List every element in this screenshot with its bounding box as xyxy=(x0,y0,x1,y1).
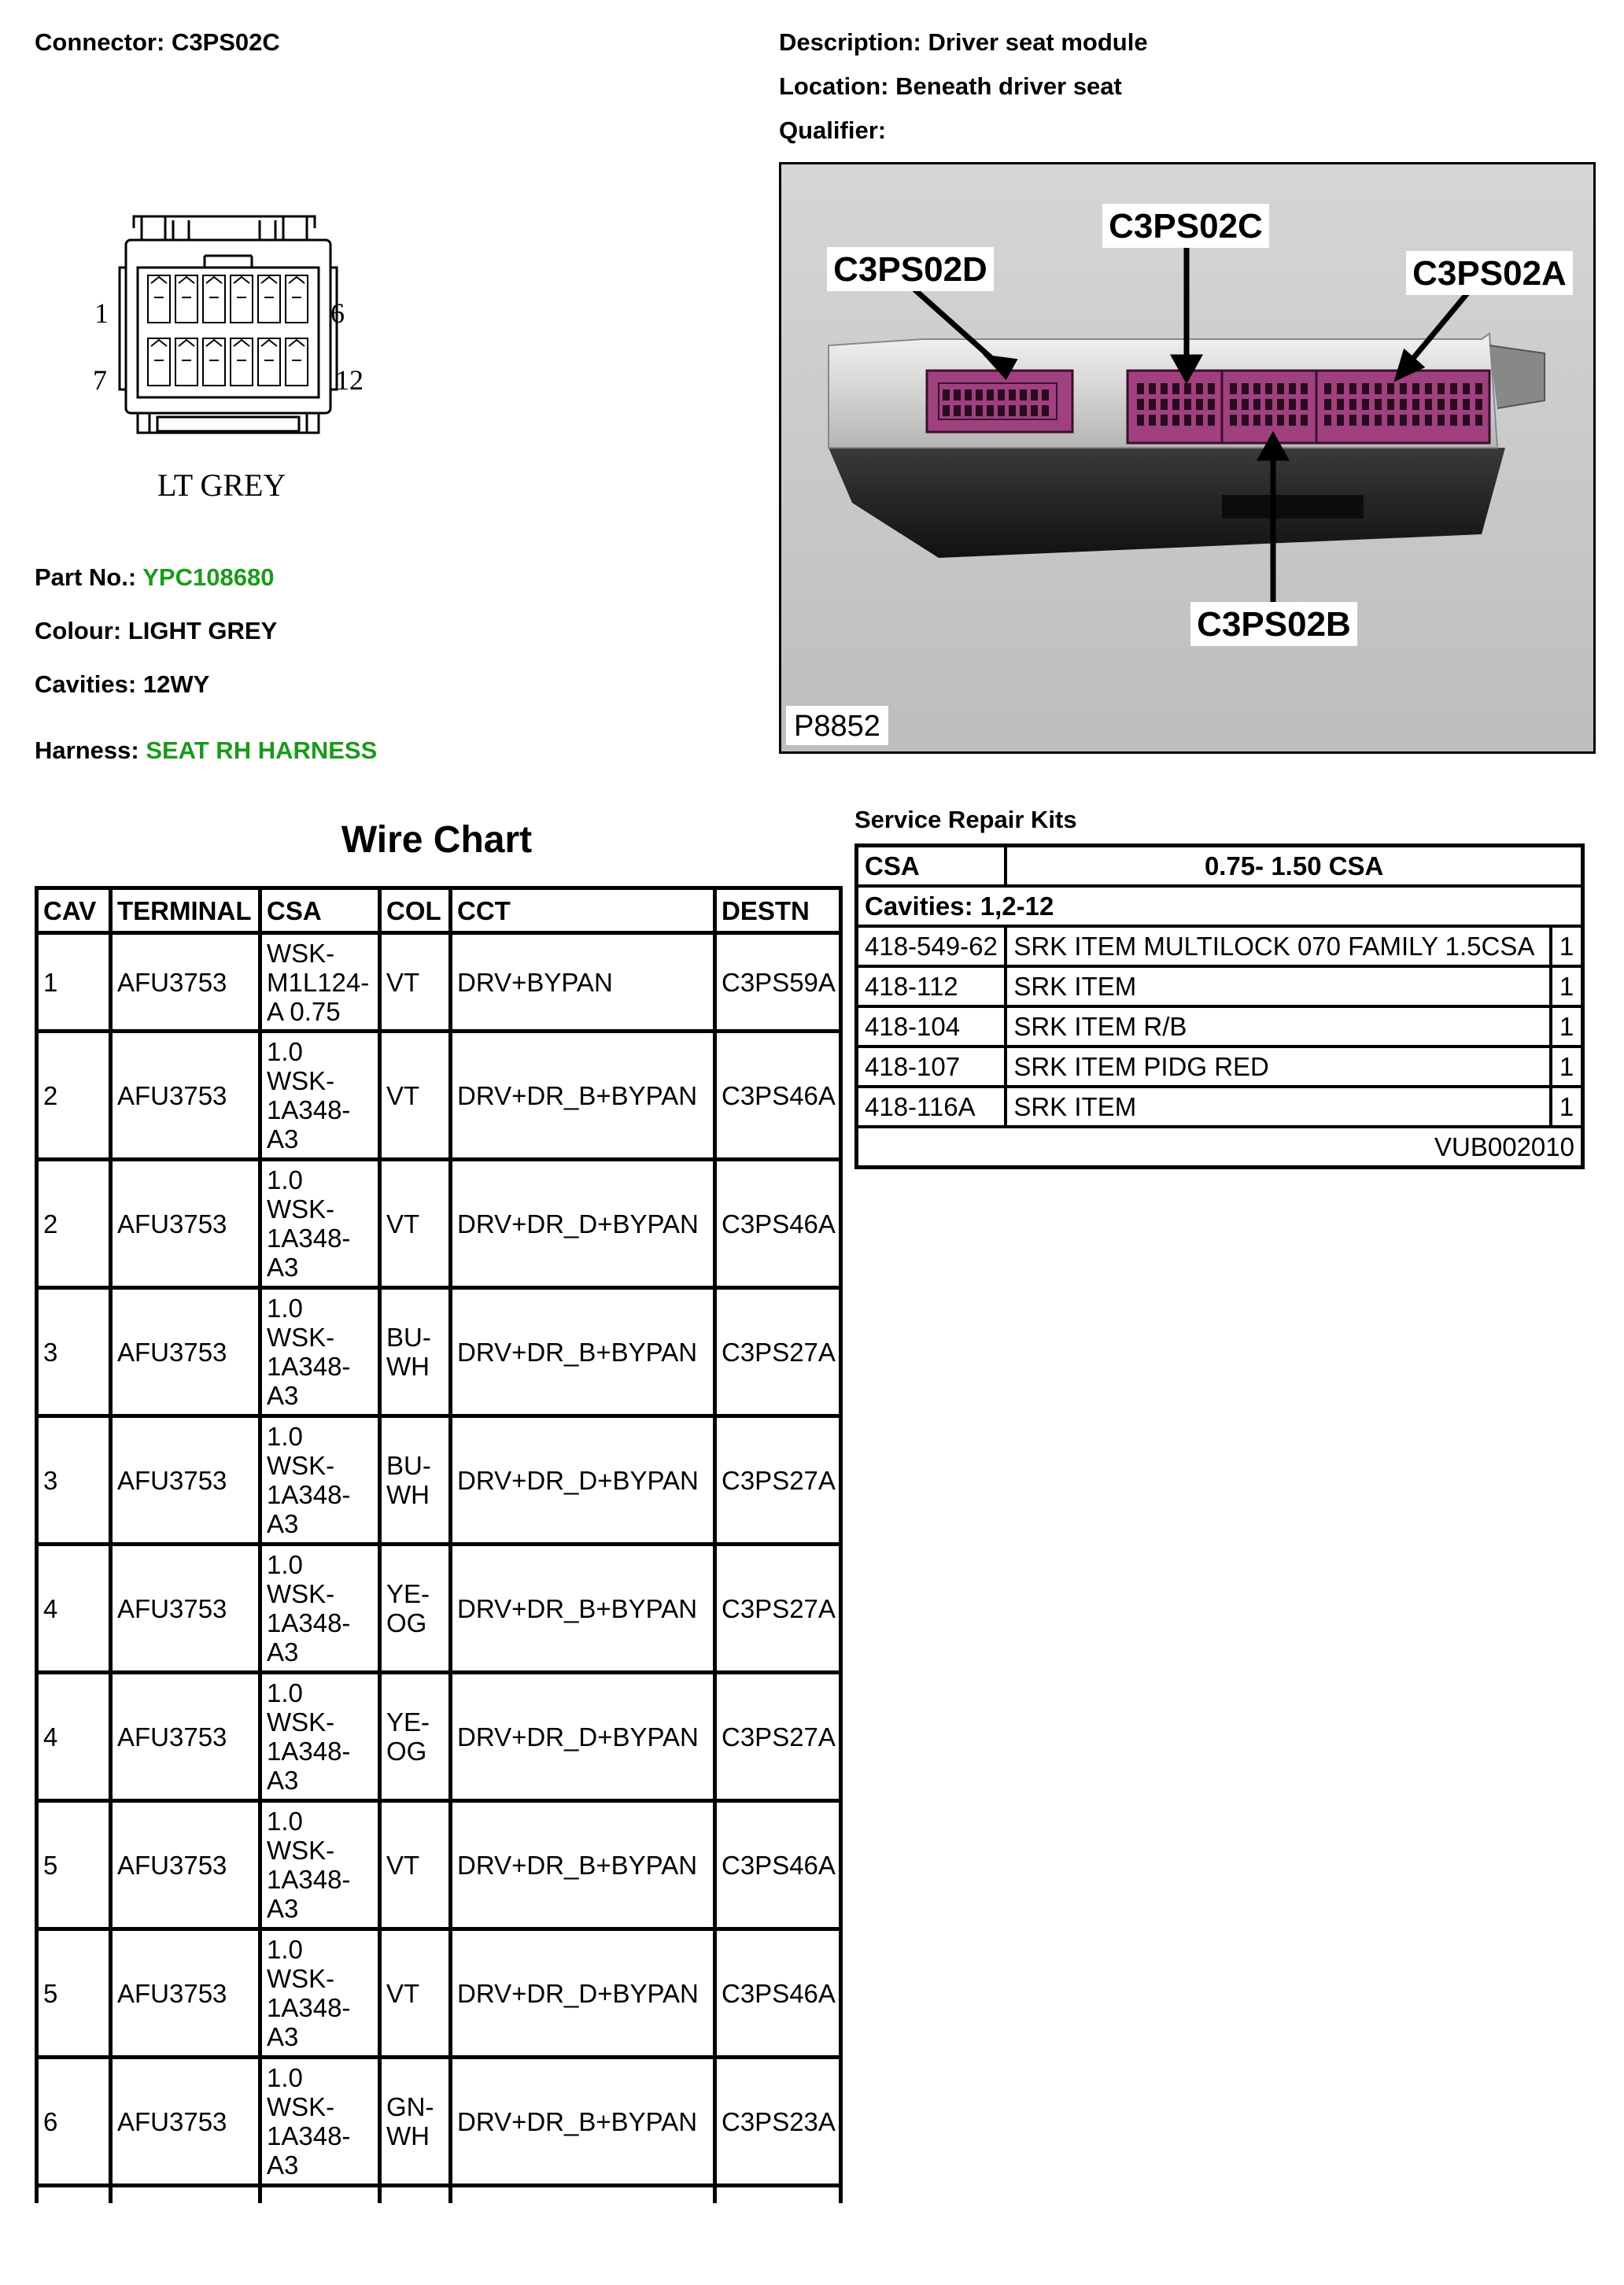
wire-cell-cav: 1 xyxy=(37,933,111,1032)
wire-cell-col: VT xyxy=(380,1160,451,1288)
callout-c3ps02b: C3PS02B xyxy=(1197,605,1351,644)
connector-label: Connector: xyxy=(35,28,165,56)
wire-cell-terminal: AFU3753 xyxy=(111,1929,260,2058)
wire-chart-table xyxy=(35,886,843,2203)
wire-cell-destn: C3PS27A xyxy=(715,1416,841,1545)
wire-cell-col: VT xyxy=(380,1929,451,2058)
wire-cell-cav: 2 xyxy=(37,1032,111,1160)
col-header-cct: CCT xyxy=(451,888,715,933)
wire-cell-col: VT xyxy=(380,1032,451,1160)
connector-face-diagram xyxy=(87,197,401,511)
srk-cavities-row xyxy=(857,886,1583,926)
wire-cell-cct: DRV+DR_D+BYPAN xyxy=(451,1416,715,1545)
srk-item-row xyxy=(857,1087,1583,1127)
wire-cell-col: BU-WH xyxy=(380,1288,451,1416)
wire-cell-csa: 1.0 WSK-1A348-A3 xyxy=(260,1673,380,1801)
wire-cell-col: YE-OG xyxy=(380,1545,451,1673)
wire-cell-cct: DRV+DR_B+BYPAN xyxy=(451,2058,715,2186)
srk-footer-row xyxy=(857,1127,1583,1168)
cavities-label: Cavities: xyxy=(35,670,137,698)
wire-cell-cct: DRV+DR_D+BYPAN xyxy=(451,1673,715,1801)
wire-chart-header-row xyxy=(37,888,841,933)
wire-cell-col: VT xyxy=(380,933,451,1032)
connector-d-socket xyxy=(927,371,1072,432)
wire-cell-cct: DRV+DR_D+BYPAN xyxy=(451,1929,715,2058)
wire-row-continuation xyxy=(37,2186,841,2204)
wire-cell-terminal: AFU3753 xyxy=(111,2058,260,2186)
srk-cell-qty: 1 xyxy=(1551,1006,1582,1047)
wire-row xyxy=(37,1929,841,2058)
wire-cell-destn: C3PS27A xyxy=(715,1545,841,1673)
wire-cell-terminal: AFU3753 xyxy=(111,1545,260,1673)
wire-cell-cct: DRV+BYPAN xyxy=(451,933,715,1032)
callout-c3ps02a: C3PS02A xyxy=(1412,254,1567,293)
wire-cell-destn: C3PS46A xyxy=(715,1160,841,1288)
wire-cell-terminal: AFU3753 xyxy=(111,933,260,1032)
wire-row xyxy=(37,1160,841,1288)
pin-1-label: 1 xyxy=(94,297,109,329)
connector-heading xyxy=(35,28,280,57)
srk-cell-description: SRK ITEM MULTILOCK 070 FAMILY 1.5CSA xyxy=(1006,926,1551,966)
srk-cell-part: 418-107 xyxy=(857,1047,1006,1087)
wire-cell-cav: 4 xyxy=(37,1545,111,1673)
wire-cell-csa: 1.0 WSK-1A348-A3 xyxy=(260,1801,380,1929)
srk-cell-qty: 1 xyxy=(1551,966,1582,1006)
qualifier-line xyxy=(779,116,886,145)
cavities-value: 12WY xyxy=(142,670,210,698)
location-line xyxy=(779,72,1122,101)
service-kits-table xyxy=(854,843,1585,1169)
wire-cell-destn: C3PS27A xyxy=(715,1673,841,1801)
srk-cell-part: 418-104 xyxy=(857,1006,1006,1047)
wire-cell-cct: DRV+DR_B+BYPAN xyxy=(451,1032,715,1160)
srk-cell-part: 418-116A xyxy=(857,1087,1006,1127)
wire-row xyxy=(37,2058,841,2186)
wire-cell-terminal: AFU3753 xyxy=(111,1160,260,1288)
srk-cell-description: SRK ITEM xyxy=(1006,1087,1551,1127)
srk-cell-description: SRK ITEM xyxy=(1006,966,1551,1006)
wire-cell-cav: 5 xyxy=(37,1801,111,1929)
wire-cell-cav: 2 xyxy=(37,1160,111,1288)
srk-item-row xyxy=(857,1006,1583,1047)
wire-cell-csa: 1.0 WSK-1A348-A3 xyxy=(260,1160,380,1288)
description-line xyxy=(779,28,1148,57)
wire-row xyxy=(37,1801,841,1929)
srk-cell-qty: 1 xyxy=(1551,1087,1582,1127)
wire-row xyxy=(37,1416,841,1545)
srk-cell-description: SRK ITEM PIDG RED xyxy=(1006,1047,1551,1087)
wire-cell-cct: DRV+DR_B+BYPAN xyxy=(451,1288,715,1416)
srk-csa-label: CSA xyxy=(857,846,1006,887)
description-label: Description: xyxy=(779,28,921,56)
wire-row xyxy=(37,1032,841,1160)
wire-cell-terminal: AFU3753 xyxy=(111,1801,260,1929)
wire-cell-cct: DRV+DR_B+BYPAN xyxy=(451,1801,715,1929)
harness-label: Harness: xyxy=(35,736,139,764)
srk-footer-ref: VUB002010 xyxy=(857,1127,1583,1168)
wire-cell-col: YE-OG xyxy=(380,1673,451,1801)
location-value: Beneath driver seat xyxy=(895,72,1122,100)
wire-cell-terminal: AFU3753 xyxy=(111,1673,260,1801)
wire-row xyxy=(37,933,841,1032)
wire-cell-csa: 1.0 WSK-1A348-A3 xyxy=(260,1288,380,1416)
module-location-photo xyxy=(779,162,1596,754)
qualifier-label: Qualifier: xyxy=(779,116,887,144)
srk-cell-qty: 1 xyxy=(1551,1047,1582,1087)
pin-7-label: 7 xyxy=(93,364,107,396)
wire-cell-cct: DRV+DR_D+BYPAN xyxy=(451,1160,715,1288)
srk-cell-description: SRK ITEM R/B xyxy=(1006,1006,1551,1047)
col-header-terminal: TERMINAL xyxy=(111,888,260,933)
wire-cell-cav: 6 xyxy=(37,2058,111,2186)
wire-cell-destn: C3PS46A xyxy=(715,1032,841,1160)
description-value: Driver seat module xyxy=(928,28,1148,56)
callout-c3ps02c: C3PS02C xyxy=(1109,207,1263,245)
srk-csa-value: 0.75- 1.50 CSA xyxy=(1006,846,1582,887)
col-header-col: COL xyxy=(380,888,451,933)
wire-cell-cav: 5 xyxy=(37,1929,111,2058)
wire-chart-title: Wire Chart xyxy=(341,819,533,861)
srk-item-row xyxy=(857,926,1583,966)
pin-6-label: 6 xyxy=(330,297,345,329)
wire-cell-csa: 1.0 WSK-1A348-A3 xyxy=(260,1032,380,1160)
harness-line xyxy=(35,736,377,765)
wire-cell-col: GN-WH xyxy=(380,2058,451,2186)
harness-value: SEAT RH HARNESS xyxy=(146,736,378,764)
wire-cell-destn: C3PS27A xyxy=(715,1288,841,1416)
photo-reference: P8852 xyxy=(794,710,880,743)
wire-cell-cct: DRV+DR_B+BYPAN xyxy=(451,1545,715,1673)
col-header-destn: DESTN xyxy=(715,888,841,933)
col-header-csa: CSA xyxy=(260,888,380,933)
srk-csa-row xyxy=(857,846,1583,887)
service-kits-title: Service Repair Kits xyxy=(854,806,1077,833)
wire-row xyxy=(37,1673,841,1801)
location-label: Location: xyxy=(779,72,889,100)
colour-label: Colour: xyxy=(35,617,122,644)
wire-cell-destn: C3PS59A xyxy=(715,933,841,1032)
wire-cell-terminal: AFU3753 xyxy=(111,1416,260,1545)
wire-cell-terminal: AFU3753 xyxy=(111,1288,260,1416)
cavities-line xyxy=(35,670,209,699)
col-header-cav: CAV xyxy=(37,888,111,933)
wire-cell-cav: 3 xyxy=(37,1416,111,1545)
wire-cell-destn: C3PS46A xyxy=(715,1929,841,2058)
srk-cell-part: 418-549-62 xyxy=(857,926,1006,966)
wire-cell-col: VT xyxy=(380,1801,451,1929)
srk-cavities-text: Cavities: 1,2-12 xyxy=(857,886,1583,926)
wire-cell-csa: 1.0 WSK-1A348-A3 xyxy=(260,2058,380,2186)
part-value: YPC108680 xyxy=(142,563,275,591)
part-number-line xyxy=(35,563,274,592)
part-label: Part No.: xyxy=(35,563,137,591)
wire-row xyxy=(37,1545,841,1673)
wire-cell-csa: WSK-M1L124-A 0.75 xyxy=(260,933,380,1032)
srk-cell-qty: 1 xyxy=(1551,926,1582,966)
srk-cell-part: 418-112 xyxy=(857,966,1006,1006)
wire-cell-cav: 4 xyxy=(37,1673,111,1801)
wire-cell-destn: C3PS23A xyxy=(715,2058,841,2186)
wire-cell-csa: 1.0 WSK-1A348-A3 xyxy=(260,1929,380,2058)
wire-cell-terminal: AFU3753 xyxy=(111,1032,260,1160)
pin-12-label: 12 xyxy=(335,364,364,396)
wire-cell-cav: 3 xyxy=(37,1288,111,1416)
connectors-c-b-a-socket xyxy=(1128,371,1489,443)
colour-line xyxy=(35,617,277,645)
wire-cell-destn: C3PS46A xyxy=(715,1801,841,1929)
srk-item-row xyxy=(857,966,1583,1006)
wire-cell-csa: 1.0 WSK-1A348-A3 xyxy=(260,1545,380,1673)
connector-value: C3PS02C xyxy=(171,28,280,56)
wire-row xyxy=(37,1288,841,1416)
callout-c3ps02d: C3PS02D xyxy=(833,250,987,289)
wire-cell-col: BU-WH xyxy=(380,1416,451,1545)
colour-value: LIGHT GREY xyxy=(127,617,278,644)
srk-item-row xyxy=(857,1047,1583,1087)
connector-colour-caption: LT GREY xyxy=(157,467,286,503)
wire-cell-csa: 1.0 WSK-1A348-A3 xyxy=(260,1416,380,1545)
